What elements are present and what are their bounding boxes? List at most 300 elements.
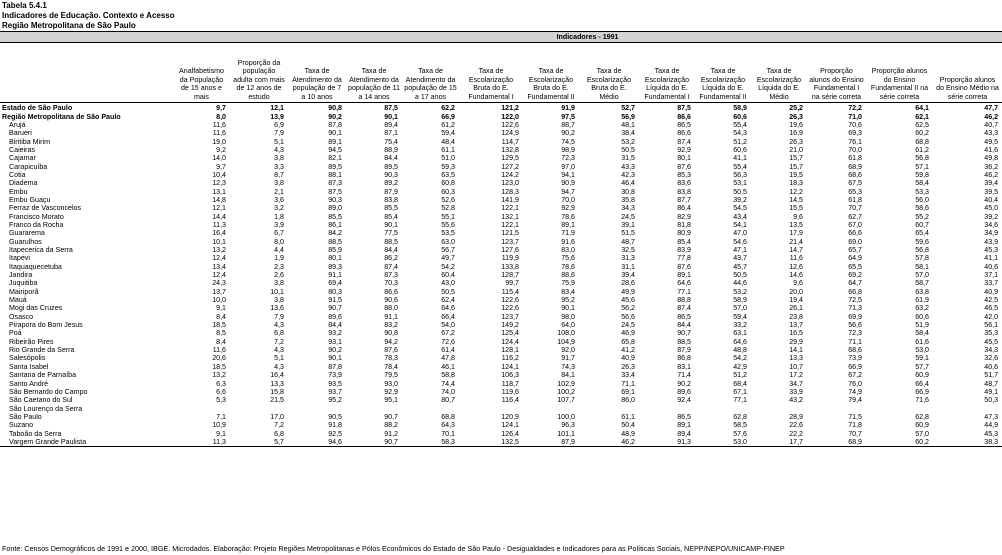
cell-value: 31,3 [621,254,635,263]
cell-value: 20,0 [789,287,803,296]
cell-value: 69,2 [848,271,862,280]
cell-value: 6,7 [274,229,284,238]
cell-value: 12,6 [789,262,803,271]
cell-value: 14,7 [789,246,803,255]
cell-value: 10,9 [212,421,226,430]
cell-value: 58,9 [733,296,747,305]
cell-value: 70,1 [441,429,455,438]
row-name: Francisco Morato [9,212,64,221]
cell-value: 34,3 [621,204,635,213]
cell-value: 14,8 [212,195,226,204]
column-header: Taxa de Escolarização Bruta do E. Médio [579,43,639,103]
cell-value: 43,0 [441,279,455,288]
cell-value: 68,6 [848,170,862,179]
cell-value: 121,2 [501,104,519,113]
cell-value: 4,4 [274,246,284,255]
cell-value: 9,6 [793,279,803,288]
cell-value: 80,9 [677,229,691,238]
cell-value: 62,1 [915,112,929,121]
cell-value: 74,9 [848,387,862,396]
cell-value: 9,1 [216,304,226,313]
cell-value: 73,9 [328,371,342,380]
cell-value: 75,6 [561,254,575,263]
cell-value: 1,8 [274,212,284,221]
cell-value: 83,6 [677,179,691,188]
cell-value: 39,1 [621,220,635,229]
cell-value: 94,1 [561,170,575,179]
cell-value: 88,7 [561,120,575,129]
column-header: Taxa de Escolarização Bruta do E. Fundamental I [459,43,523,103]
cell-value: 59,1 [915,354,929,363]
cell-value: 81,8 [677,220,691,229]
cell-value: 66,8 [848,287,862,296]
row-name: Salesópolis [9,354,46,363]
cell-value: 60,2 [915,129,929,138]
cell-value [402,404,459,412]
cell-value: 41,1 [733,154,747,163]
cell-value: 46,5 [984,304,999,313]
cell-value: 10,1 [212,237,226,246]
cell-value: 40,9 [621,354,635,363]
table-row [0,321,1002,329]
cell-value: 50,5 [733,271,747,280]
cell-value: 60,3 [441,187,455,196]
cell-value: 95,2 [561,296,575,305]
cell-value: 83,0 [561,246,575,255]
cell-value: 87,5 [384,104,398,113]
cell-value: 70,0 [561,195,575,204]
cell-value: 13,7 [789,321,803,330]
cell-value: 87,1 [384,129,398,138]
cell-value: 26,3 [789,137,803,146]
table-row [0,129,1002,137]
cell-value: 66,4 [915,379,929,388]
table-row [0,204,1002,212]
cell-value: 61,9 [915,296,929,305]
cell-value: 13,3 [270,379,284,388]
cell-value: 53,1 [733,179,747,188]
cell-value: 85,3 [677,170,691,179]
cell-value: 76,0 [848,379,862,388]
row-name: Pirapora do Bom Jesus [9,321,83,330]
cell-value: 14,4 [212,212,226,221]
cell-value: 17,7 [751,438,807,447]
row-name: Mairiporã [9,287,39,296]
cell-value: 68,6 [848,346,862,355]
cell-value: 88,9 [384,145,398,154]
cell-value: 84,4 [384,246,398,255]
cell-value: 70,7 [848,204,862,213]
cell-value: 86,2 [384,254,398,263]
cell-value: 61,2 [441,120,455,129]
cell-value: 90,1 [561,304,575,313]
cell-value: 32,5 [621,246,635,255]
cell-value: 71,0 [848,112,862,121]
row-name: Região Metropolitana de São Paulo [2,112,121,121]
cell-value: 55,2 [915,212,929,221]
cell-value: 90,3 [328,195,342,204]
table-row [0,304,1002,312]
cell-value: 90,2 [328,346,342,355]
cell-value: 69,4 [328,279,342,288]
cell-value: 33,4 [621,371,635,380]
cell-value: 9,1 [216,429,226,438]
cell-value: 124,1 [501,421,519,430]
cell-value: 2,3 [274,262,284,271]
cell-value: 124,2 [501,170,519,179]
cell-value: 122,0 [501,112,519,121]
cell-value: 26,3 [789,112,803,121]
table-id: Tabela 5.4.1 [2,1,47,10]
table-row [0,254,1002,262]
cell-value [579,404,639,412]
cell-value: 124,9 [501,129,519,138]
cell-value: 104,9 [557,337,575,346]
cell-value: 42,0 [984,312,999,321]
cell-value: 16,4 [270,371,284,380]
cell-value: 31,5 [621,154,635,163]
cell-value: 21,5 [270,396,284,405]
cell-value: 4,3 [274,362,284,371]
cell-value: 62,4 [441,296,455,305]
table-row [0,179,1002,187]
row-name: São Paulo [9,412,42,421]
cell-value: 66,9 [848,362,862,371]
row-name: Santa Isabel [9,362,49,371]
cell-value: 7,9 [274,129,284,138]
cell-value: 71,9 [561,229,575,238]
cell-value: 17,0 [270,412,284,421]
cell-value: 90,2 [561,129,575,138]
cell-value: 93,7 [328,387,342,396]
cell-value: 65,8 [621,337,635,346]
row-name: Embu [9,187,28,196]
cell-value: 33,9 [789,387,803,396]
cell-value: 87,8 [328,120,342,129]
cell-value: 73,9 [848,354,862,363]
column-header: Taxa de Atendimento da população de 11 a 14 anos [346,43,402,103]
cell-value: 17,9 [789,229,803,238]
table-row [0,338,1002,346]
table-row [0,438,1002,447]
cell-value: 124,4 [501,337,519,346]
cell-value: 8,4 [216,312,226,321]
cell-value: 68,4 [733,379,747,388]
cell-value: 86,1 [328,220,342,229]
cell-value: 58,6 [915,204,929,213]
cell-value: 22,2 [789,429,803,438]
column-header: Taxa de Atendimento da população de 7 a 10 anos [288,43,346,103]
table-row [0,413,1002,421]
cell-value: 56,3 [733,170,747,179]
cell-value: 66,9 [441,112,455,121]
cell-value: 11,6 [212,129,226,138]
cell-value: 42,9 [733,362,747,371]
cell-value: 16,5 [789,329,803,338]
cell-value: 56,9 [621,112,635,121]
cell-value: 122,6 [501,120,519,129]
cell-value: 78,6 [561,212,575,221]
cell-value: 59,3 [441,162,455,171]
cell-value: 46,2 [579,438,639,447]
cell-value: 13,2 [212,371,226,380]
cell-value: 82,9 [677,212,691,221]
row-name: Santo André [9,379,49,388]
cell-value: 19,4 [789,296,803,305]
table-row [0,346,1002,354]
cell-value: 61,1 [441,145,455,154]
cell-value: 86,6 [384,287,398,296]
table-row [0,146,1002,154]
cell-value: 80,1 [328,254,342,263]
cell-value: 49,7 [441,254,455,263]
cell-value: 49,1 [984,387,999,396]
cell-value: 127,2 [501,162,519,171]
cell-value [751,404,807,412]
cell-value: 57,1 [915,162,929,171]
table-row [0,429,1002,437]
column-header: Taxa de Escolarização Bruta do E. Fundamental II [523,43,579,103]
cell-value: 6,8 [274,329,284,338]
cell-value: 50,5 [621,145,635,154]
cell-value: 64,7 [848,279,862,288]
cell-value: 18,5 [212,362,226,371]
cell-value: 87,4 [384,262,398,271]
cell-value: 132,5 [459,438,523,447]
cell-value: 76,1 [848,137,862,146]
cell-value: 12,1 [270,104,284,113]
row-name: Embu Guaçu [9,195,51,204]
cell-value: 57,0 [915,429,929,438]
cell-value: 133,8 [501,262,519,271]
cell-value: 56,8 [915,154,929,163]
cell-value: 62,2 [441,104,455,113]
cell-value: 116,2 [501,354,519,363]
cell-value: 87,9 [523,438,579,447]
cell-value: 123,7 [501,312,519,321]
cell-value: 18,3 [789,179,803,188]
cell-value: 100,0 [557,412,575,421]
cell-value: 51,5 [621,229,635,238]
cell-value: 63,8 [915,287,929,296]
table-row [0,162,1002,170]
row-name: Cajamar [9,154,36,163]
indicators-table [0,31,1002,447]
cell-value: 122,6 [501,304,519,313]
cell-value: 33,7 [984,279,999,288]
cell-value: 61,8 [848,154,862,163]
cell-value: 89,1 [561,220,575,229]
cell-value: 47,1 [733,246,747,255]
cell-value: 124,1 [501,362,519,371]
cell-value: 99,7 [505,279,519,288]
cell-value: 32,6 [984,354,999,363]
cell-value: 11,6 [789,254,803,263]
row-name: Itapecerica da Serra [9,246,73,255]
cell-value: 58,8 [441,371,455,380]
cell-value: 92,4 [677,396,691,405]
cell-value: 18,5 [212,321,226,330]
cell-value: 91,9 [561,104,575,113]
cell-value: 46,1 [441,362,455,371]
cell-value: 45,3 [984,429,999,438]
cell-value: 123,7 [501,237,519,246]
cell-value: 62,8 [733,412,747,421]
cell-value: 64,0 [561,321,575,330]
cell-value: 60,8 [441,179,455,188]
cell-value: 92,9 [384,387,398,396]
cell-value: 25,2 [789,104,803,113]
cell-value: 54,2 [733,354,747,363]
row-name: Franco da Rocha [9,220,64,229]
cell-value: 41,2 [621,346,635,355]
cell-value: 14,0 [212,154,226,163]
cell-value: 83,1 [677,362,691,371]
cell-value: 14,6 [789,271,803,280]
cell-value: 67,2 [848,371,862,380]
cell-value: 15,7 [789,162,803,171]
cell-value: 16,4 [212,229,226,238]
cell-value: 11,6 [212,120,226,129]
row-name: Estado de São Paulo [2,104,73,113]
row-name: Itaquaquecetuba [9,262,62,271]
cell-value: 89,0 [328,204,342,213]
row-name: Caieiras [9,145,36,154]
cell-value: 120,9 [501,412,519,421]
cell-value: 34,6 [984,220,999,229]
cell-value: 90,2 [677,379,691,388]
row-name: Biritiba Mirim [9,137,50,146]
cell-value: 65,3 [848,187,862,196]
cell-value: 11,6 [212,346,226,355]
cell-value: 141,9 [501,195,519,204]
cell-value: 80,3 [328,287,342,296]
cell-value: 89,3 [328,262,342,271]
cell-value: 39,4 [984,179,999,188]
cell-value: 70,0 [848,145,862,154]
cell-value: 90,7 [328,304,342,313]
row-name: Guarulhos [9,237,42,246]
cell-value: 88,1 [328,170,342,179]
cell-value: 49,9 [621,287,635,296]
cell-value: 11,3 [173,438,230,447]
cell-value: 68,9 [807,438,866,447]
cell-value: 48,4 [441,137,455,146]
cell-value [459,404,523,412]
column-header: Taxa de Escolarização Líquida do E. Médio [751,43,807,103]
cell-value: 46,4 [621,179,635,188]
cell-value: 91,2 [384,429,398,438]
cell-value: 8,4 [216,337,226,346]
cell-value: 72,5 [848,296,862,305]
cell-value: 51,2 [733,137,747,146]
cell-value: 60,6 [733,145,747,154]
cell-value: 87,6 [384,346,398,355]
cell-value: 13,9 [270,112,284,121]
cell-value: 47,3 [984,412,999,421]
cell-value: 63,1 [733,329,747,338]
cell-value: 75,9 [561,279,575,288]
cell-value: 3,8 [274,279,284,288]
cell-value: 98,9 [561,145,575,154]
cell-value: 54,2 [441,262,455,271]
column-header: Taxa de Atendimento da população de 15 a 17 anos [402,43,459,103]
cell-value: 5,3 [216,396,226,405]
cell-value: 65,4 [915,229,929,238]
group-header: Indicadores - 1991 [173,32,1002,43]
cell-value: 71,3 [848,304,862,313]
table-row [0,196,1002,204]
cell-value: 40,6 [984,362,999,371]
table-row [0,421,1002,429]
cell-value: 9,7 [216,162,226,171]
cell-value: 7,2 [274,421,284,430]
cell-value: 100,2 [557,387,575,396]
table-row [0,388,1002,396]
cell-value: 13,4 [212,262,226,271]
cell-value: 61,2 [915,145,929,154]
cell-value: 40,7 [984,120,999,129]
cell-value: 91,3 [639,438,695,447]
summary-row [0,103,1002,113]
cell-value: 89,6 [328,312,342,321]
row-name: Juquitiba [9,279,38,288]
cell-value: 46,9 [621,329,635,338]
cell-value: 58,5 [733,421,747,430]
cell-value: 8,0 [216,112,226,121]
cell-value: 84,4 [384,154,398,163]
cell-value: 53,0 [915,346,929,355]
cell-value: 7,2 [274,337,284,346]
cell-value: 3,8 [274,154,284,163]
cell-value: 9,6 [793,212,803,221]
cell-value: 90,8 [384,329,398,338]
cell-value: 55,1 [441,212,455,221]
cell-value: 48,9 [621,429,635,438]
row-name: Rio Grande da Serra [9,346,75,355]
cell-value: 54,3 [733,129,747,138]
cell-value: 68,8 [441,412,455,421]
cell-value: 49,8 [984,154,999,163]
cell-value: 80,1 [677,154,691,163]
cell-value: 30,8 [621,187,635,196]
cell-value: 13,5 [789,220,803,229]
cell-value: 33,2 [733,321,747,330]
cell-value: 57,6 [733,429,747,438]
cell-value: 91,1 [328,271,342,280]
cell-value: 107,7 [557,396,575,405]
group-header-blank [0,32,173,43]
row-name: Osasco [9,312,34,321]
cell-value: 87,4 [677,137,691,146]
cell-value: 97,0 [561,162,575,171]
cell-value: 85,4 [677,237,691,246]
table-row [0,279,1002,287]
cell-value: 94,5 [328,145,342,154]
cell-value: 44,9 [984,421,999,430]
cell-value: 46,2 [984,170,999,179]
cell-value: 95,2 [328,396,342,405]
cell-value: 14,1 [789,346,803,355]
table-row [0,329,1002,337]
cell-value: 87,9 [677,346,691,355]
cell-value: 49,5 [984,137,999,146]
cell-value: 3,3 [274,162,284,171]
cell-value: 9,2 [216,145,226,154]
table-title: Indicadores de Educação. Contexto e Acesso [2,11,175,20]
cell-value: 59,6 [915,237,929,246]
cell-value: 91,6 [561,237,575,246]
